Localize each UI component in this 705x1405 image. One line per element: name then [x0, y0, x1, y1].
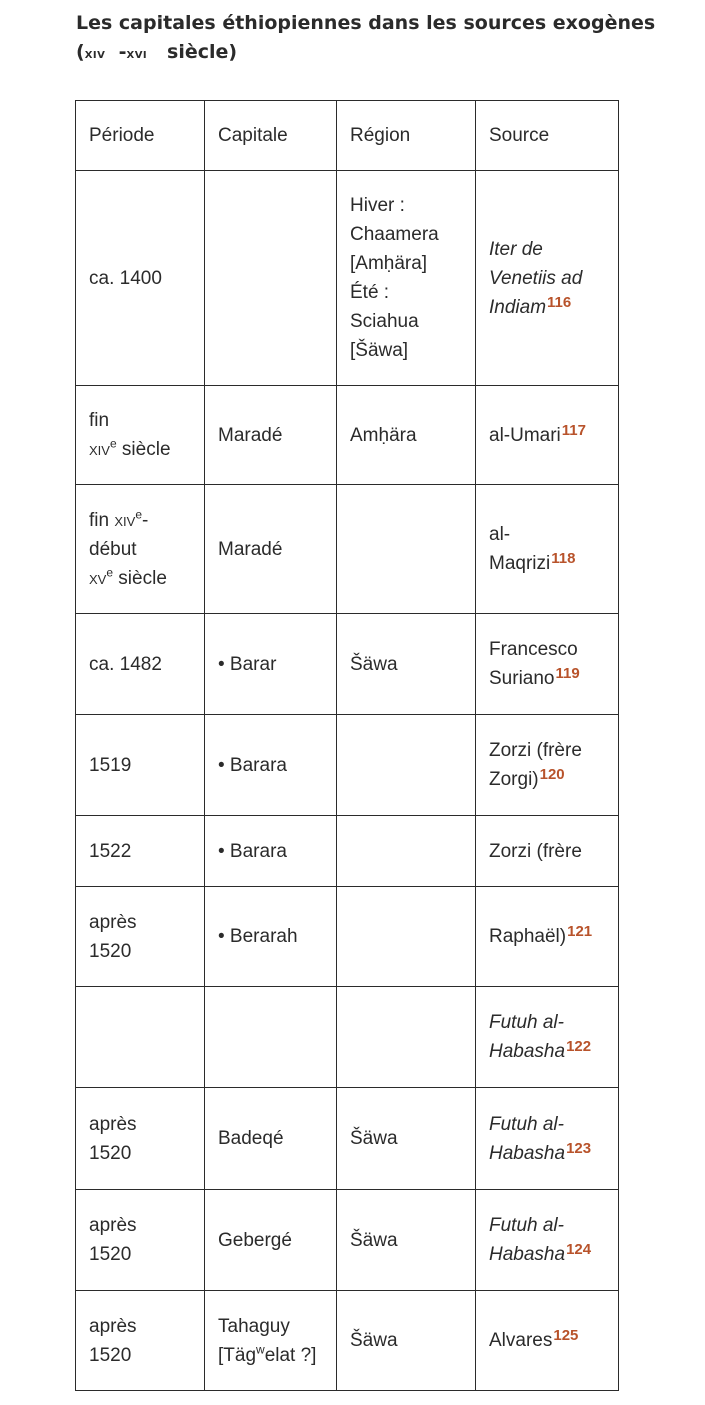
cell-periode [76, 386, 205, 485]
source-line: Indiam [489, 296, 547, 318]
periode-line: fin [89, 509, 115, 531]
footnote-ref[interactable]: 116 [547, 293, 572, 311]
century-numeral: xiv [114, 509, 136, 531]
periode-line: après [89, 911, 137, 933]
cell-capitale: • Barara [205, 816, 337, 887]
table-row [76, 1291, 619, 1391]
cell-source [476, 1190, 619, 1291]
title-paren: ( [76, 41, 85, 63]
cell-periode: ca. 1400 [76, 171, 205, 386]
cell-region: Šäwa [337, 1088, 476, 1190]
century-suffix: e [109, 436, 117, 451]
source-line: Futuh al- [489, 1215, 564, 1236]
cell-source [476, 887, 619, 987]
cell-region: Šäwa [337, 1291, 476, 1391]
cell-capitale: Maradé [205, 386, 337, 485]
cell-capitale: Badeqé [205, 1088, 337, 1190]
cell-source [476, 386, 619, 485]
footnote-ref[interactable]: 122 [566, 1038, 592, 1055]
cell-periode: 1522 [76, 816, 205, 887]
footnote-ref[interactable]: 119 [555, 665, 580, 682]
periode-tail: siècle [116, 439, 171, 460]
periode-line: après [89, 1215, 137, 1236]
source-line: Francesco [489, 639, 578, 660]
periode-line: 1520 [89, 1244, 132, 1265]
header-source: Source [476, 101, 619, 171]
source-line: Maqrizi [489, 553, 551, 574]
cell-periode [76, 485, 205, 614]
capitale-line: Tahaguy [218, 1315, 290, 1337]
periode-line: après [89, 1113, 137, 1135]
cell-source [476, 171, 619, 386]
title-line-1: Les capitales éthiopiennes dans les sources exogènes [76, 12, 656, 34]
cell-region [337, 715, 476, 816]
header-periode: Période [76, 101, 205, 171]
cell-region [337, 171, 476, 386]
source-line: Zorzi (frère [489, 740, 582, 761]
table-title [76, 9, 676, 69]
footnote-ref[interactable]: 125 [553, 1327, 579, 1344]
cell-source: Zorzi (frère [476, 816, 619, 887]
capitale-line: [Täg [218, 1344, 257, 1366]
source-text: Alvares [489, 1330, 553, 1351]
footnote-ref[interactable]: 124 [566, 1241, 592, 1258]
region-line: Sciahua [350, 311, 419, 332]
cell-capitale: • Barara [205, 715, 337, 816]
table-row [76, 715, 619, 816]
periode-line: 1520 [89, 1142, 132, 1164]
cell-periode [76, 1190, 205, 1291]
region-line: Été : [350, 282, 390, 303]
cell-source [476, 485, 619, 614]
footnote-ref[interactable]: 121 [567, 923, 593, 940]
periode-dash: - [142, 509, 149, 531]
capitals-table [75, 100, 619, 1391]
periode-tail: siècle [113, 567, 167, 589]
century-numeral: xv [89, 567, 107, 589]
periode-line: 1520 [89, 940, 132, 962]
table-row [76, 171, 619, 386]
table-row [76, 1190, 619, 1291]
source-line: Habasha [489, 1041, 566, 1062]
periode-line: fin [89, 410, 110, 431]
title-century-end: xvi [126, 46, 148, 62]
cell-region [337, 816, 476, 887]
region-line: Hiver : [350, 195, 405, 216]
table-row [76, 1088, 619, 1190]
cell-periode: ca. 1482 [76, 614, 205, 715]
table-row [76, 987, 619, 1088]
source-line: Futuh al- [489, 1012, 564, 1033]
header-region: Région [337, 101, 476, 171]
region-line: Chaamera [350, 224, 439, 245]
cell-region: Šäwa [337, 614, 476, 715]
table-row [76, 887, 619, 987]
region-line: [Amḥära] [350, 253, 428, 274]
cell-region [337, 987, 476, 1088]
source-line: Venetiis ad [489, 267, 583, 289]
capitale-line: elat ?] [264, 1344, 317, 1366]
source-line: Futuh al- [489, 1113, 564, 1135]
cell-source [476, 715, 619, 816]
capitale-sup: w [256, 1342, 265, 1357]
footnote-ref[interactable]: 120 [539, 766, 565, 783]
cell-capitale [205, 171, 337, 386]
century-suffix: e [106, 565, 114, 580]
periode-line: début [89, 538, 137, 560]
cell-periode [76, 1088, 205, 1190]
table-row [76, 816, 619, 887]
source-line: Iter de [489, 238, 543, 260]
table-row [76, 614, 619, 715]
region-line: [Šäwa] [350, 340, 409, 361]
footnote-ref[interactable]: 123 [566, 1139, 592, 1157]
periode-line: 1520 [89, 1344, 132, 1366]
cell-region: Amḥära [337, 386, 476, 485]
cell-source [476, 987, 619, 1088]
footnote-ref[interactable]: 117 [561, 421, 586, 439]
cell-region: Šäwa [337, 1190, 476, 1291]
cell-capitale: Maradé [205, 485, 337, 614]
cell-source [476, 614, 619, 715]
source-text: al-Umari [489, 424, 561, 446]
header-capitale: Capitale [205, 101, 337, 171]
cell-periode [76, 987, 205, 1088]
cell-periode: 1519 [76, 715, 205, 816]
source-line: Suriano [489, 668, 555, 689]
century-suffix: e [135, 507, 143, 522]
cell-capitale: Gebergé [205, 1190, 337, 1291]
cell-periode [76, 1291, 205, 1391]
table-row [76, 485, 619, 614]
source-line: al- [489, 524, 511, 545]
cell-source [476, 1088, 619, 1190]
cell-periode [76, 887, 205, 987]
title-century-start: xiv [84, 46, 106, 62]
table-header-row [76, 101, 619, 171]
cell-capitale [205, 1291, 337, 1391]
periode-line: après [89, 1315, 137, 1337]
cell-region [337, 485, 476, 614]
source-line: Habasha [489, 1142, 566, 1164]
title-tail: siècle) [167, 41, 238, 63]
cell-capitale: • Barar [205, 614, 337, 715]
footnote-ref[interactable]: 118 [551, 550, 576, 567]
table-row [76, 386, 619, 485]
source-line: Zorgi) [489, 769, 539, 790]
source-line: Habasha [489, 1244, 566, 1265]
source-text: Raphaël) [489, 926, 567, 947]
cell-source [476, 1291, 619, 1391]
cell-region [337, 887, 476, 987]
century-numeral: xiv [89, 439, 110, 460]
cell-capitale: • Berarah [205, 887, 337, 987]
cell-capitale [205, 987, 337, 1088]
title-dash: - [118, 41, 127, 63]
